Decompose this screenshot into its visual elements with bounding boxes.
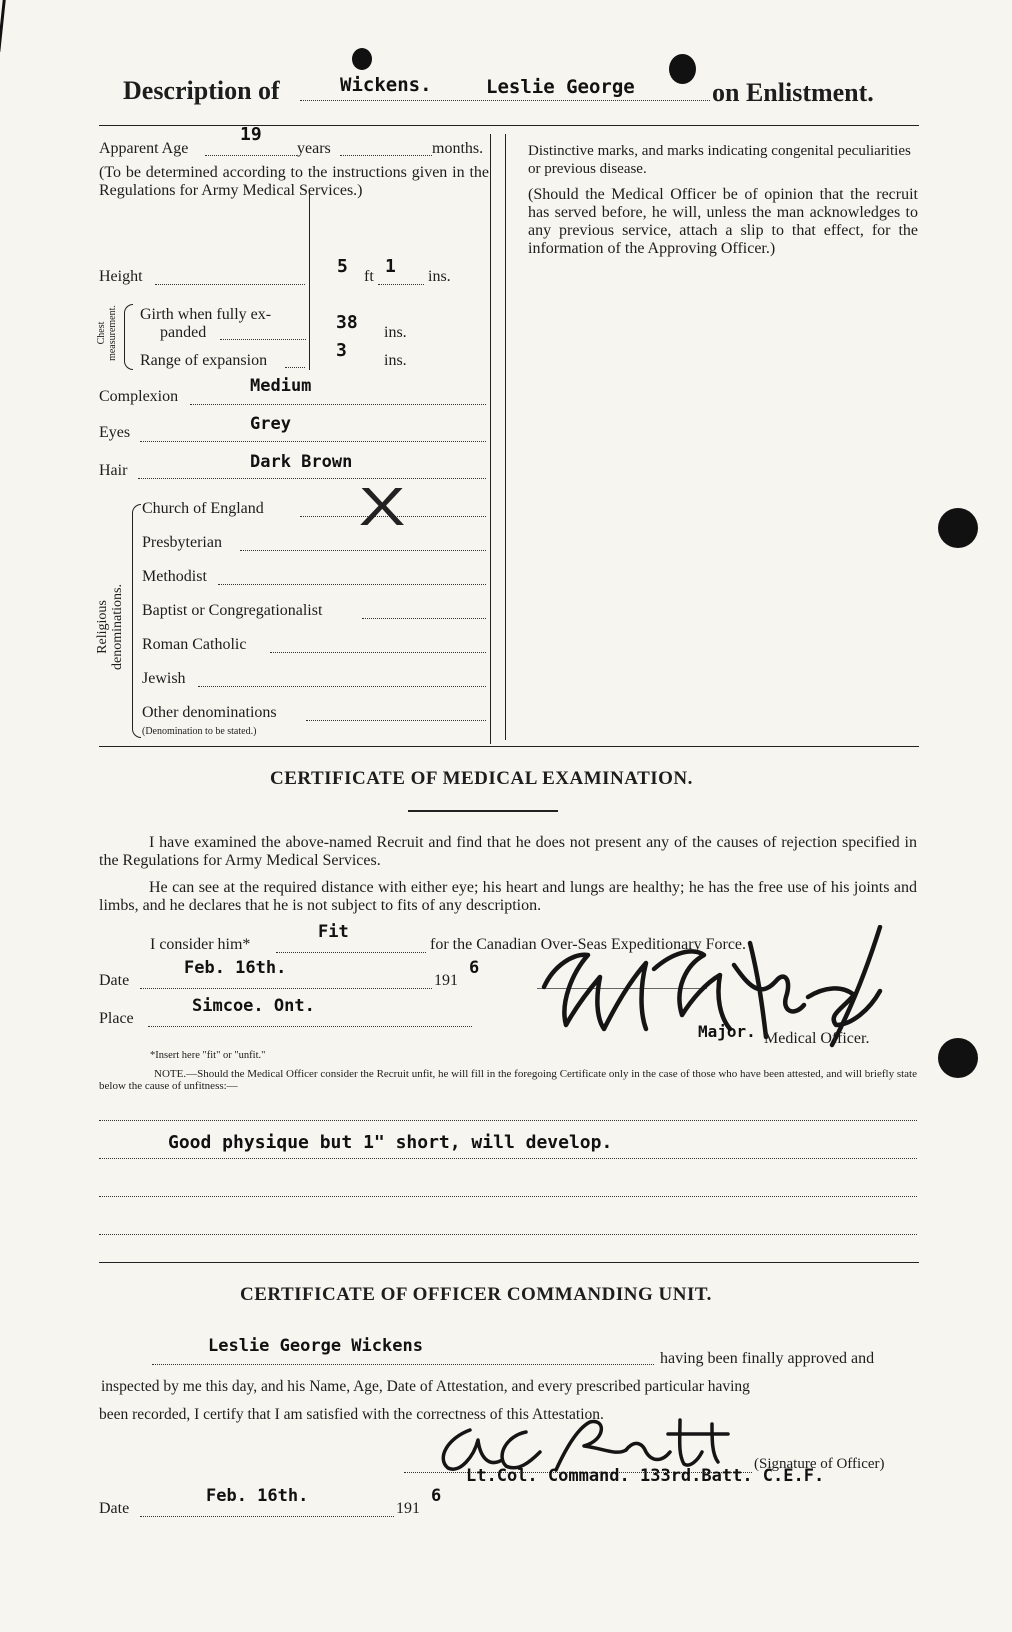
hair-value: Dark Brown [250, 452, 353, 472]
unfit-note: NOTE.—Should the Medical Officer consider the Recruit unfit, he will fill in the foregoing Certificate only in the case of those who have been attested, and will briefly state below the cause of unfitness:— [99, 1068, 917, 1092]
officer-title-value: Lt.Col. Command. 133rd.Batt. C.E.F. [466, 1466, 825, 1486]
inspected-text: inspected by me this day, and his Name, Age, Date of Attestation, and every prescribed particular having [101, 1378, 750, 1395]
girth-label-line2: panded [160, 324, 207, 341]
expansion-label: Range of expansion [140, 352, 268, 369]
force-label: for the Canadian Over-Seas Expeditionary Force. [430, 936, 747, 953]
age-note: (To be determined according to the instructions given in the Regulations for Army Medical Services.) [99, 164, 489, 199]
height-ft-value: 5 [337, 256, 348, 277]
years-label: years [297, 140, 331, 157]
header-suffix: on Enlistment. [712, 78, 874, 107]
insert-note: *Insert here "fit" or "unfit." [150, 1050, 266, 1061]
girth-label-line1: Girth when fully ex- [140, 306, 272, 323]
served-before-note: (Should the Medical Officer be of opinion that the recruit has served before, he will, unless the man acknowledges to any previous service, attach a slip to that effect, for the information of the Approving Officer.) [528, 186, 918, 257]
medical-year-prefix: 191 [434, 972, 458, 989]
girth-value: 38 [336, 312, 358, 333]
height-in-value: 1 [385, 256, 396, 277]
header-given-names: Leslie George [486, 76, 635, 98]
religion-presbyterian: Presbyterian [142, 534, 222, 551]
commanding-year-prefix: 191 [396, 1500, 420, 1517]
commanding-date-value: Feb. 16th. [206, 1486, 309, 1506]
fitness-value: Fit [318, 922, 349, 942]
complexion-value: Medium [250, 376, 312, 396]
complexion-label: Complexion [99, 388, 179, 405]
religious-denominations-label: Religious denominations. [95, 584, 125, 670]
column-divider [505, 134, 506, 740]
ink-blot-top [352, 48, 372, 70]
unfitness-remark: Good physique but 1" short, will develop. [168, 1132, 613, 1153]
ft-label: ft [364, 268, 374, 285]
consider-label: I consider him* [150, 936, 251, 953]
medical-officer-rank: Major. [698, 1022, 756, 1041]
page-edge-mark [0, 0, 6, 52]
place-label: Place [99, 1010, 134, 1027]
religion-other: Other denominations [142, 704, 277, 721]
place-value: Simcoe. Ont. [192, 996, 315, 1016]
medical-certificate-title: CERTIFICATE OF MEDICAL EXAMINATION. [270, 768, 693, 789]
distinctive-marks-heading: Distinctive marks, and marks indicating congenital peculiarities or previous disease. [528, 143, 911, 177]
religion-mark-church-of-england: X [358, 477, 406, 537]
header-prefix: Description of [123, 76, 280, 105]
height-label: Height [99, 268, 143, 285]
apparent-age-label: Apparent Age [99, 140, 189, 157]
denomination-note: (Denomination to be stated.) [142, 726, 257, 737]
religion-jewish: Jewish [142, 670, 186, 687]
hair-label: Hair [99, 462, 128, 479]
religion-roman-catholic: Roman Catholic [142, 636, 247, 653]
punch-hole-lower [938, 1038, 978, 1078]
punch-hole-middle [938, 508, 978, 548]
ins-label-expansion: ins. [384, 352, 407, 369]
religion-baptist-congregationalist: Baptist or Congregationalist [142, 602, 323, 619]
ins-label-girth: ins. [384, 324, 407, 341]
medical-paragraph-2: He can see at the required distance with either eye; his heart and lungs are healthy; he has the free use of his joints and limbs, and he declares that he is not subject to fits of any description. [99, 879, 917, 914]
age-value: 19 [240, 124, 262, 145]
medical-date-value: Feb. 16th. [184, 958, 287, 978]
medical-officer-label: Medical Officer. [764, 1030, 870, 1047]
eyes-label: Eyes [99, 424, 131, 441]
medical-date-label: Date [99, 972, 130, 989]
certify-text: been recorded, I certify that I am satisfied with the correctness of this Attestation. [99, 1406, 604, 1423]
chest-measurement-label: Chest measurement. [96, 305, 118, 361]
approved-text: having been finally approved and [660, 1350, 875, 1367]
punch-hole-top [669, 54, 696, 84]
medical-paragraph-1: I have examined the above-named Recruit and find that he does not present any of the causes of rejection specified in the Regulations for Army Medical Services. [99, 834, 917, 869]
medical-year-digit: 6 [469, 958, 480, 978]
recruit-name-value: Leslie George Wickens [208, 1336, 423, 1356]
signature-of-officer-label: (Signature of Officer) [754, 1456, 885, 1472]
months-label: months. [432, 140, 484, 157]
commanding-year-digit: 6 [431, 1486, 442, 1506]
religion-methodist: Methodist [142, 568, 207, 585]
eyes-value: Grey [250, 414, 291, 434]
religion-church-of-england: Church of England [142, 500, 264, 517]
header-surname: Wickens. [340, 74, 432, 96]
commanding-certificate-title: CERTIFICATE OF OFFICER COMMANDING UNIT. [240, 1284, 712, 1305]
commanding-date-label: Date [99, 1500, 130, 1517]
ins-label-height: ins. [428, 268, 451, 285]
expansion-value: 3 [336, 340, 347, 361]
